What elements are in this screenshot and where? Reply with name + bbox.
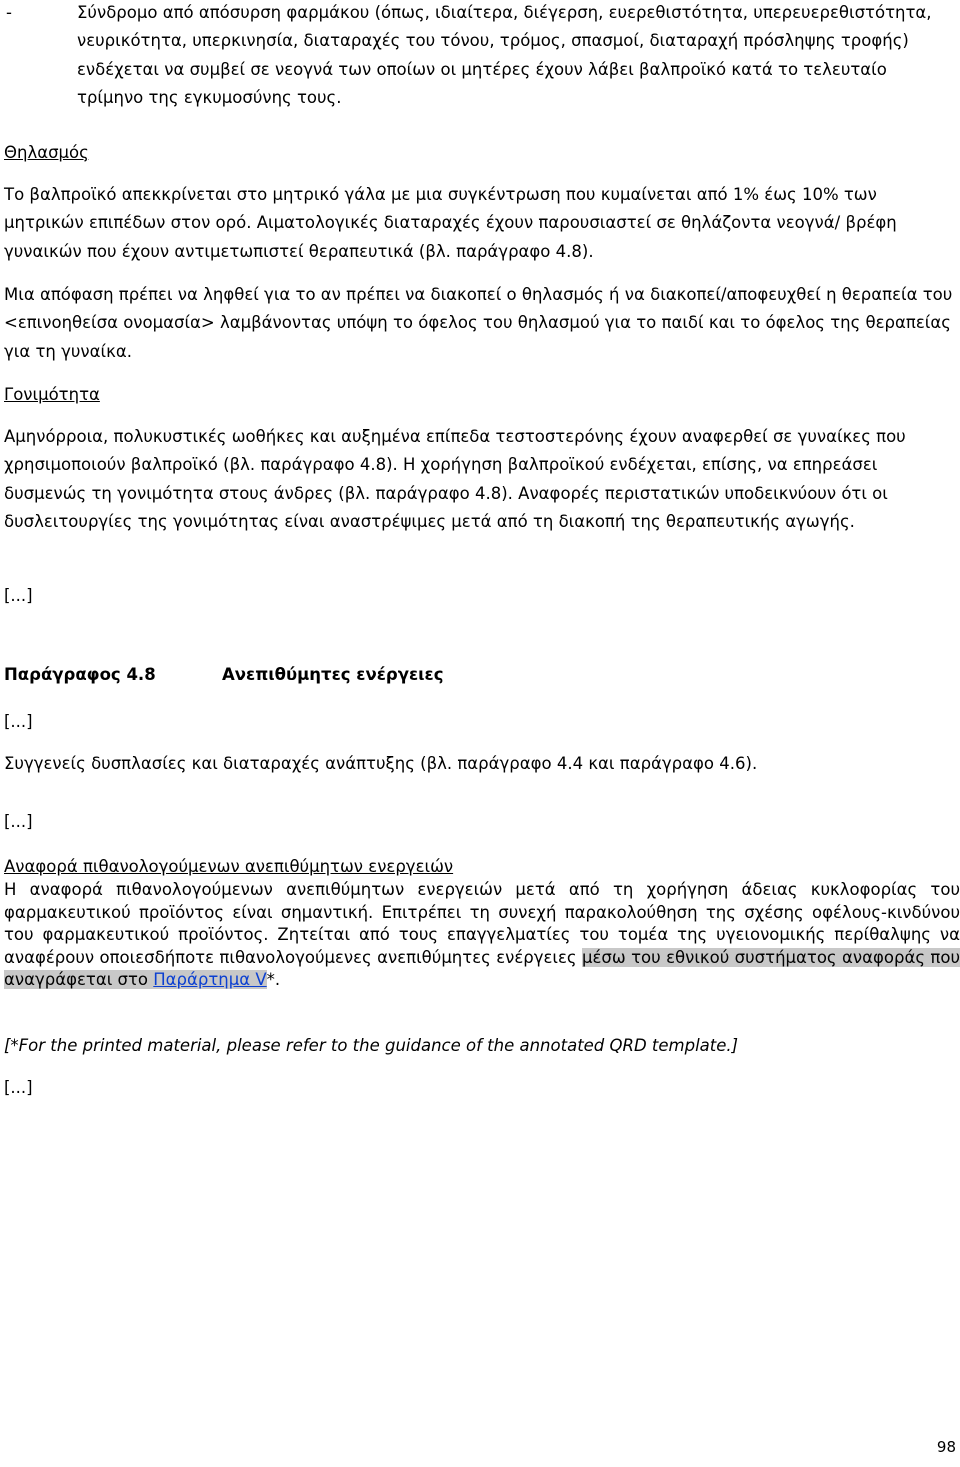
reporting-paragraph bbox=[4, 879, 960, 992]
bullet-text: Σύνδρομο από απόσυρση φαρμάκου (όπως, ιδιαίτερα, διέγερση, ευερεθιστότητα, υπερευερεθιστότητα, νευρικότητα, υπερκινησία, διαταραχές του τόνου, τρόμος, σπασμοί, διαταραχή πρόσληψης τροφής) ενδέχεται να συμβεί σε νεογνά των οποίων οι μητέρες έχουν λάβει βαλπροϊκό κατά το τελευταίο τρίμηνο της εγκυμοσύνης τους. bbox=[77, 3, 932, 107]
fertility-heading: Γονιμότητα bbox=[4, 385, 100, 404]
fertility-paragraph: Αμηνόρροια, πολυκυστικές ωοθήκες και αυξημένα επίπεδα τεστοστερόνης έχουν αναφερθεί σε γυναίκες που χρησιμοποιούν βαλπροϊκό (βλ. παράγραφο 4.8). Η χορήγηση βαλπροϊκού ενδέχεται, επίσης, να επηρεάσει δυσμενώς τη γονιμότητα στους άνδρες (βλ. παράγραφο 4.8). Αναφορές περιστατικών υποδεικνύουν ότι οι δυσλειτουργίες της γονιμότητας είναι αναστρέψιμες μετά από τη διακοπή της θεραπευτικής αγωγής. bbox=[4, 427, 906, 531]
annex-v-link[interactable]: Παράρτημα V bbox=[153, 970, 267, 990]
omission-marker-4: [...] bbox=[4, 1078, 33, 1097]
reporting-asterisk: *. bbox=[266, 970, 281, 990]
omission-marker-1: [...] bbox=[4, 586, 33, 605]
breastfeeding-heading: Θηλασμός bbox=[4, 143, 89, 162]
reporting-heading: Αναφορά πιθανολογούμενων ανεπιθύμητων ενεργειών bbox=[4, 857, 454, 876]
highlight-text: μέσω του εθνικού συστήματος αναφοράς που αναγράφεται στο bbox=[4, 947, 960, 990]
omission-marker-2: [...] bbox=[4, 712, 33, 731]
section-number: Παράγραφος 4.8 bbox=[4, 665, 156, 684]
omission-marker-3: [...] bbox=[4, 812, 33, 831]
congenital-malformations-text: Συγγενείς δυσπλασίες και διαταραχές ανάπτυξης (βλ. παράγραφο 4.4 και παράγραφο 4.6). bbox=[4, 754, 758, 773]
breastfeeding-paragraph-2: Μια απόφαση πρέπει να ληφθεί για το αν πρέπει να διακοπεί ο θηλασμός ή να διακοπεί/αποφευχθεί η θεραπεία του <επινοηθείσα ονομασία> λαμβάνοντας υπόψη το όφελος του θηλασμού για το παιδί και το όφελος της θεραπείας για τη γυναίκα. bbox=[4, 285, 953, 361]
printed-material-note: [*For the printed material, please refer to the guidance of the annotated QRD template.] bbox=[4, 1036, 739, 1055]
withdrawal-bullet bbox=[0, 0, 960, 114]
section-title: Ανεπιθύμητες ενέργειες bbox=[222, 665, 444, 684]
breastfeeding-paragraph-1: Το βαλπροϊκό απεκκρίνεται στο μητρικό γάλα με μια συγκέντρωση που κυμαίνεται από 1% έως 10% των μητρικών επιπέδων στον ορό. Αιματολογικές διαταραχές έχουν παρουσιαστεί σε θηλάζοντα νεογνά/ βρέφη γυναικών που έχουν αντιμετωπιστεί θεραπευτικά (βλ. παράγραφο 4.8). bbox=[4, 185, 897, 261]
bullet-dash: - bbox=[6, 3, 12, 22]
page-number: 98 bbox=[936, 1438, 956, 1456]
reporting-text: Η αναφορά πιθανολογούμενων ανεπιθύμητων ενεργειών μετά από τη χορήγηση άδειας κυκλοφορίας του φαρμακευτικού προϊόντος είναι σημαντική. Επιτρέπει τη συνεχή παρακολούθηση της σχέσης οφέλους-κινδύνου του φαρμακευτικού προϊόντος. Ζητείται από τους επαγγελματίες του τομέα της υγειονομικής περίθαλψης να αναφέρουν οποιεσδήποτε πιθανολογούμενες ανεπιθύμητες ενέργειες bbox=[4, 880, 960, 967]
